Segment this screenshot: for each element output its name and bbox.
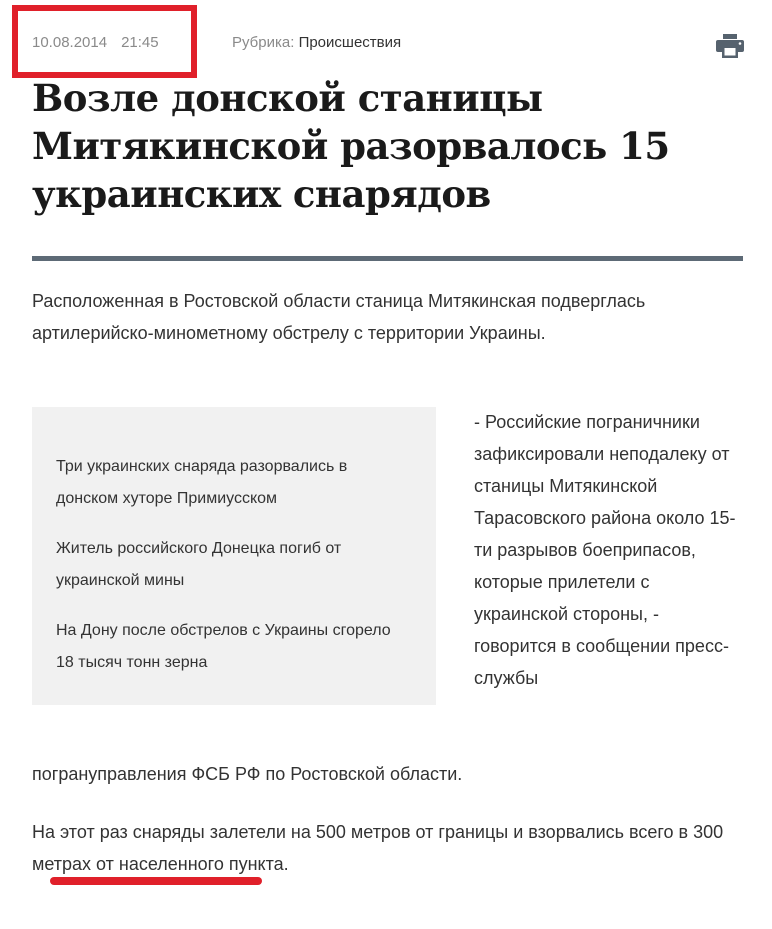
- article-lead: Расположенная в Ростовской области станица Митякинская подверглась артилерийско-минометному обстрелу с территории Украины.: [32, 291, 646, 343]
- related-news-item[interactable]: На Дону после обстрелов с Украины сгорело 18 тысяч тонн зерна: [56, 622, 391, 671]
- red-underline-mark: [50, 877, 262, 885]
- related-news-list: [32, 407, 436, 679]
- article-time: 21:45: [121, 34, 159, 51]
- printer-icon: [716, 34, 744, 58]
- print-button[interactable]: [716, 34, 744, 58]
- quote-column-text: - Российские пограничники зафиксировали неподалеку от станицы Митякинской Тарасовского района около 15-ти разрывов боеприпасов, которые прилетели с украинской стороны, - говорится в сообщении пресс-службы: [474, 412, 736, 688]
- article-datetime: [32, 34, 159, 51]
- related-news-item[interactable]: Три украинских снаряда разорвались в донском хуторе Примиусском: [56, 458, 348, 507]
- article-date: 10.08.2014: [32, 34, 108, 51]
- article-paragraph: На этот раз снаряды залетели на 500 метров от границы и взорвались всего в 300 метрах от населенного пункта.: [32, 822, 724, 874]
- rubric-link[interactable]: Происшествия: [298, 34, 402, 51]
- article-rubric: [232, 34, 401, 51]
- title-divider: [32, 256, 743, 261]
- related-news-box: [32, 407, 436, 705]
- quote-continuation: погрануправления ФСБ РФ по Ростовской области.: [32, 764, 463, 784]
- related-news-item[interactable]: Житель российского Донецка погиб от украинской мины: [56, 540, 342, 589]
- rubric-label: Рубрика:: [232, 34, 295, 51]
- article-title: Возле донской станицы Митякинской разорвалось 15 украинских снарядов: [32, 76, 670, 216]
